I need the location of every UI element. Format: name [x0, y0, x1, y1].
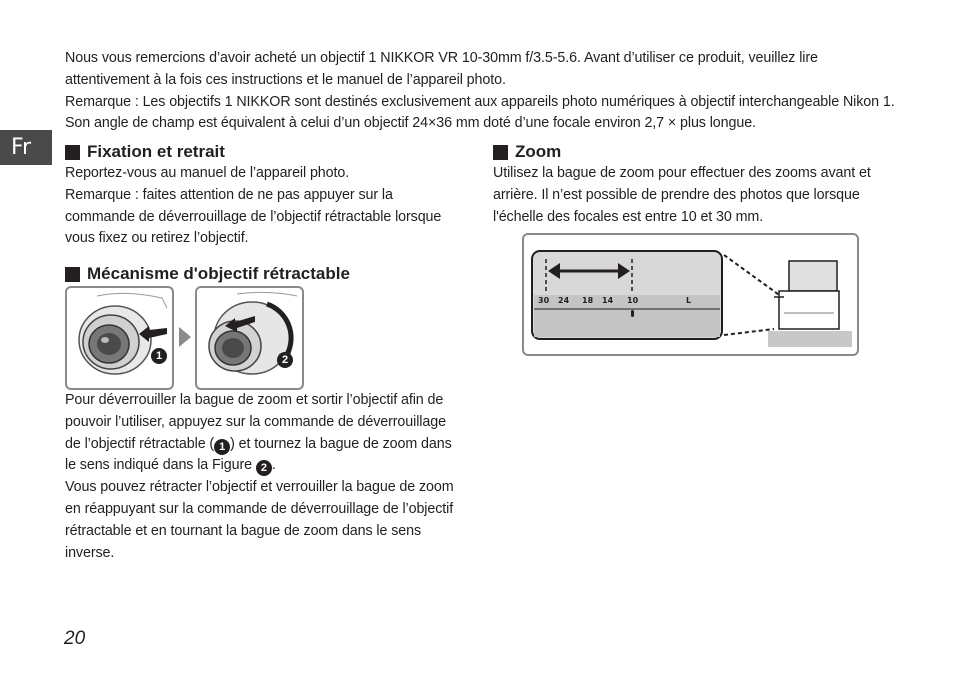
intro-paragraph-2: Remarque : Les objectifs 1 NIKKOR sont destinés exclusivement aux appareils photo numériques à objectif interchangeable Nikon 1. Son angle de champ est équivalent à celui d’un objectif 24×36 mm doté d’une focale environ 2,7 × plus longue.: [65, 93, 895, 132]
intro-paragraph-1: Nous vous remercions d’avoir acheté un objectif 1 NIKKOR VR 10-30mm f/3.5-5.6. Avant d’utiliser ce produit, veuillez lire attentivement à la fois ces instructions et le manuel de l’appareil photo.: [65, 50, 818, 88]
square-bullet-icon: [65, 145, 80, 160]
heading-mecanisme-label: Mécanisme d'objectif rétractable: [87, 264, 350, 284]
figure-arrow-icon: [179, 327, 191, 347]
mecanisme-text-part2: ) et tournez la bague de zoom dans le sens indiqué dans la Figure: [65, 435, 452, 474]
figure-zoom-scale: [522, 233, 859, 356]
scale-24: 24: [558, 296, 570, 305]
left-column: [65, 141, 465, 285]
page-number: 20: [64, 628, 86, 649]
intro-text: [65, 48, 905, 135]
lens-unlock-illustration: [67, 288, 172, 388]
marker-2-inline: 2: [256, 460, 272, 476]
zoom-scale-illustration: [524, 235, 857, 354]
fixation-note: Remarque : faites attention de ne pas appuyer sur la commande de déverrouillage de l’objectif rétractable lorsque vous fixez ou retirez l’objectif.: [65, 186, 442, 247]
scale-30: 30: [538, 296, 550, 305]
square-bullet-icon: [493, 145, 508, 160]
fixation-text: Reportez-vous au manuel de l’appareil photo.: [65, 165, 350, 181]
heading-zoom-label: Zoom: [515, 142, 562, 161]
figure-lens-unlock: [65, 286, 174, 390]
right-column: [493, 141, 893, 228]
figure-marker-1: 1: [151, 348, 167, 364]
lens-extend-illustration: [197, 288, 302, 388]
scale-18: 18: [582, 296, 594, 305]
figure-marker-2: 2: [277, 352, 293, 368]
mecanisme-body: [65, 390, 465, 564]
mecanisme-text-part3: .: [271, 457, 276, 474]
scale-14: 14: [602, 296, 614, 305]
scale-10: 10: [627, 296, 639, 305]
zoom-text: Utilisez la bague de zoom pour effectuer des zooms avant et arrière. Il n’est possible de prendre des photos que lorsque l'échelle des focales est entre 10 et 30 mm.: [493, 165, 871, 225]
mecanisme-text-part1: Pour déverrouiller la bague de zoom et sortir l’objectif afin de pouvoir l’utiliser, appuyez sur la commande de déverrouillage de l’objectif rétractable (: [65, 392, 446, 452]
section-heading-zoom: [493, 141, 893, 163]
mecanisme-instructions: [65, 390, 465, 477]
square-bullet-icon: [65, 267, 80, 282]
marker-1-inline: 1: [214, 439, 230, 455]
mecanisme-reverse-instructions: Vous pouvez rétracter l’objectif et verrouiller la bague de zoom en réappuyant sur la commande de déverrouillage de l’objectif rétractable et en tournant la bague de zoom dans le sens inverse.: [65, 479, 454, 561]
section-heading-fixation: [65, 141, 465, 163]
section-heading-mecanisme: [65, 263, 465, 285]
language-tab: Fr: [0, 130, 52, 165]
scale-L: L: [686, 296, 692, 305]
figure-lens-extend: [195, 286, 304, 390]
heading-fixation-label: Fixation et retrait: [87, 142, 225, 161]
